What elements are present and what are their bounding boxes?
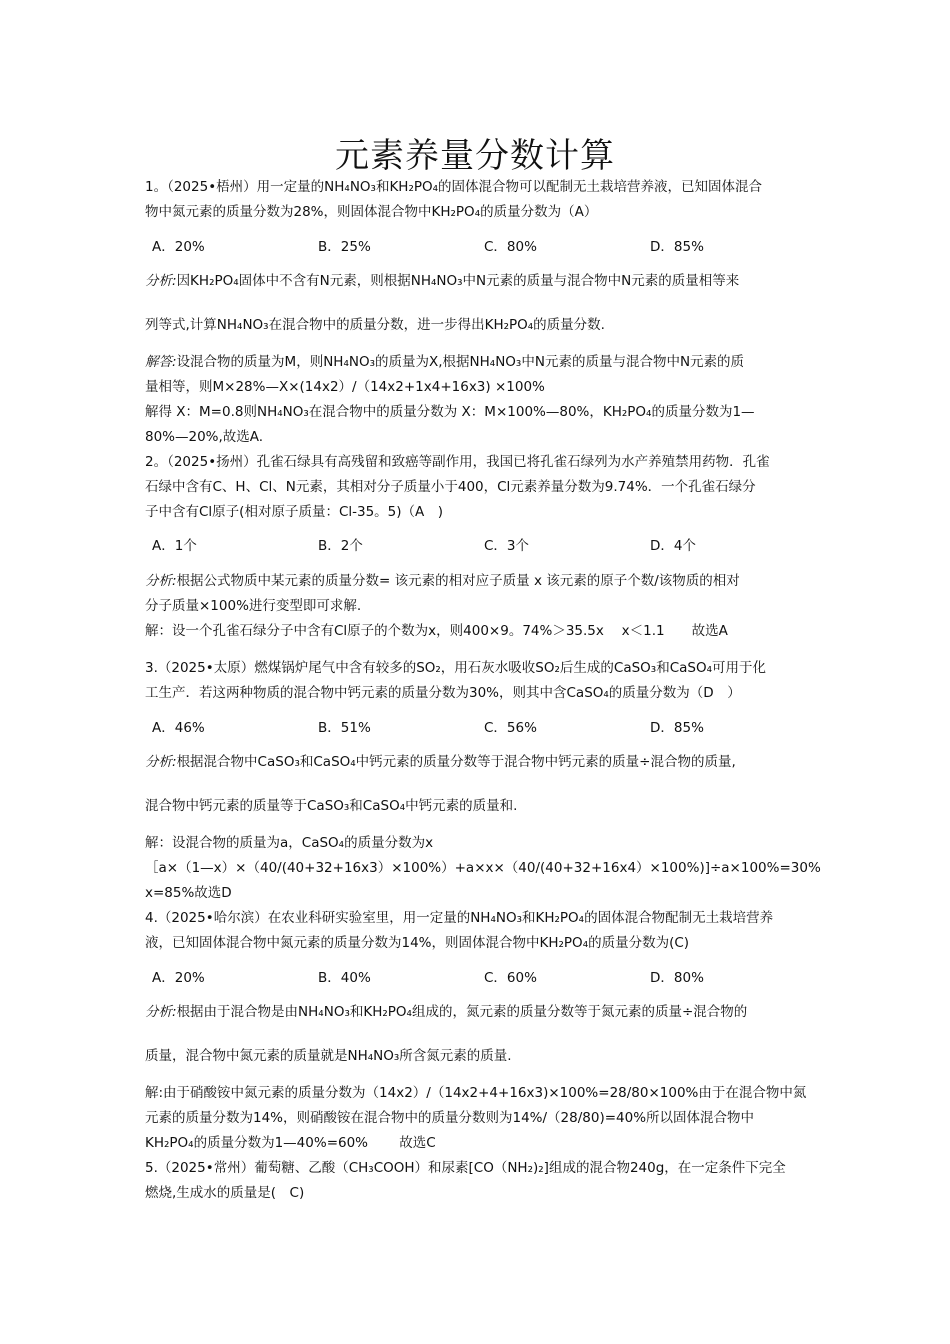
line-text: 混合物中钙元素的质量等于CaSO₃和CaSO₄中钙元素的质量和.	[145, 798, 518, 814]
analysis-label: 分析:	[145, 1004, 177, 1020]
option-d: D．85%	[650, 720, 704, 736]
text-line	[145, 859, 821, 877]
text-line	[145, 597, 361, 615]
option-c: C．3个	[484, 538, 530, 554]
option-b: B．51%	[318, 720, 371, 736]
line-text: 1。（2025•梧州）用一定量的NH₄NO₃和KH₂PO₄的固体混合物可以配制无土栽培营养液，已知固体混合	[145, 179, 763, 195]
analysis-label: 分析:	[145, 573, 177, 589]
option-a: A．20%	[152, 239, 205, 255]
line-text: 工生产．若这两种物质的混合物中钙元素的质量分数为30%，则其中含CaSO₄的质量分数为（D ）	[145, 685, 741, 701]
line-text: ［a×（1—x）×（40/(40+32+16x3）×100%）+a×x×（40/(40+32+16x4）×100%)]÷a×100%=30%	[145, 860, 821, 876]
text-line	[145, 1109, 754, 1127]
option-b: B．25%	[318, 239, 371, 255]
option-a: A．1个	[152, 538, 197, 554]
analysis-label: 分析:	[145, 754, 177, 770]
analysis-line	[145, 572, 740, 590]
text-line	[145, 884, 232, 902]
text-line	[145, 797, 517, 815]
page-title: 元素养量分数计算	[335, 136, 615, 176]
option-b: B．40%	[318, 970, 371, 986]
text-line	[145, 1084, 806, 1102]
line-text: 根据公式物质中某元素的质量分数= 该元素的相对应子质量 x 该元素的原子个数/该物质的相对	[176, 573, 740, 589]
line-text: 设混合物的质量为M，则NH₄NO₃的质量为X,根据NH₄NO₃中N元素的质量与混合物中N元素的质	[176, 354, 745, 370]
text-line	[145, 622, 728, 640]
line-text: 分子质量×100%进行变型即可求解.	[145, 598, 362, 614]
text-line	[145, 478, 756, 496]
option-c: C．56%	[484, 720, 537, 736]
line-text: 80%—20%,故选A.	[145, 429, 264, 445]
text-line	[145, 659, 766, 677]
text-line	[145, 503, 443, 521]
line-text: 解:由于硝酸铵中氮元素的质量分数为（14x2）/（14x2+4+16x3)×100%=28/80×100%由于在混合物中氮	[145, 1085, 807, 1101]
line-text: 解：设一个孔雀石绿分子中含有Cl原子的个数为x，则400×9。74%＞35.5x x＜1.1 故选A	[145, 623, 728, 639]
line-text: 根据由于混合物是由NH₄NO₃和KH₂PO₄组成的，氮元素的质量分数等于氮元素的质量÷混合物的	[176, 1004, 748, 1020]
line-text: 根据混合物中CaSO₃和CaSO₄中钙元素的质量分数等于混合物中钙元素的质量÷混合物的质量,	[176, 754, 736, 770]
line-text: 质量，混合物中氮元素的质量就是NH₄NO₃所含氮元素的质量.	[145, 1048, 512, 1064]
text-line	[145, 1159, 786, 1177]
line-text: 解：设混合物的质量为a，CaSO₄的质量分数为x	[145, 835, 434, 851]
option-b: B．2个	[318, 538, 363, 554]
text-line	[145, 178, 762, 196]
text-line	[145, 934, 689, 952]
line-text: 4.（2025•哈尔滨）在农业科研实验室里，用一定量的NH₄NO₃和KH₂PO₄的固体混合物配制无土栽培营养	[145, 910, 774, 926]
analysis-line	[145, 272, 739, 290]
text-line	[145, 1184, 304, 1202]
text-line	[145, 316, 605, 334]
text-line	[145, 203, 597, 221]
line-text: 量相等，则M×28%—X×(14x2）/（14x2+1x4+16x3) ×100%	[145, 379, 545, 395]
text-line	[145, 428, 263, 446]
line-text: 石绿中含有C、H、Cl、N元素，其相对分子质量小于400，Cl元素养量分数为9.74%．一个孔雀石绿分	[145, 479, 756, 495]
option-a: A．46%	[152, 720, 205, 736]
line-text: 2。（2025•扬州）孔雀石绿具有高残留和致癌等副作用，我国已将孔雀石绿列为水产养殖禁用药物．孔雀	[145, 454, 770, 470]
option-c: C．60%	[484, 970, 537, 986]
line-text: 列等式,计算NH₄NO₃在混合物中的质量分数，进一步得出KH₂PO₄的质量分数.	[145, 317, 605, 333]
line-text: 5.（2025•常州）葡萄糖、乙酸（CH₃COOH）和尿素[CO（NH₂)₂]组成的混合物240g，在一定条件下完全	[145, 1160, 786, 1176]
option-c: C．80%	[484, 239, 537, 255]
line-text: 因KH₂PO₄固体中不含有N元素，则根据NH₄NO₃中N元素的质量与混合物中N元素的质量相等来	[176, 273, 740, 289]
option-a: A．20%	[152, 970, 205, 986]
analysis-line	[145, 753, 736, 771]
line-text: 子中含有Cl原子(相对原子质量：Cl-35。5)（A )	[145, 504, 444, 520]
line-text: 元素的质量分数为14%，则硝酸铵在混合物中的质量分数则为14%/（28/80)=40%所以固体混合物中	[145, 1110, 755, 1126]
text-line	[145, 453, 770, 471]
analysis-label: 解答:	[145, 354, 177, 370]
option-d: D．80%	[650, 970, 704, 986]
analysis-label: 分析:	[145, 273, 177, 289]
line-text: KH₂PO₄的质量分数为1—40%=60% 故选C	[145, 1135, 436, 1151]
line-text: 解得 X：M=0.8则NH₄NO₃在混合物中的质量分数为 X：M×100%—80%，KH₂PO₄的质量分数为1—	[145, 404, 755, 420]
line-text: 3.（2025•太原）燃煤锅炉尾气中含有较多的SO₂，用石灰水吸收SO₂后生成的CaSO₃和CaSO₄可用于化	[145, 660, 767, 676]
text-line	[145, 1047, 512, 1065]
analysis-line	[145, 353, 744, 371]
text-line	[145, 1134, 436, 1152]
line-text: 物中氮元素的质量分数为28%，则固体混合物中KH₂PO₄的质量分数为（A）	[145, 204, 598, 220]
option-d: D．85%	[650, 239, 704, 255]
line-text: 液，已知固体混合物中氮元素的质量分数为14%，则固体混合物中KH₂PO₄的质量分数为(C)	[145, 935, 690, 951]
text-line	[145, 834, 433, 852]
option-d: D．4个	[650, 538, 696, 554]
text-line	[145, 403, 755, 421]
text-line	[145, 684, 741, 702]
line-text: x=85%故选D	[145, 885, 232, 901]
text-line	[145, 909, 773, 927]
text-line	[145, 378, 545, 396]
analysis-line	[145, 1003, 747, 1021]
line-text: 燃烧,生成水的质量是( C)	[145, 1185, 305, 1201]
